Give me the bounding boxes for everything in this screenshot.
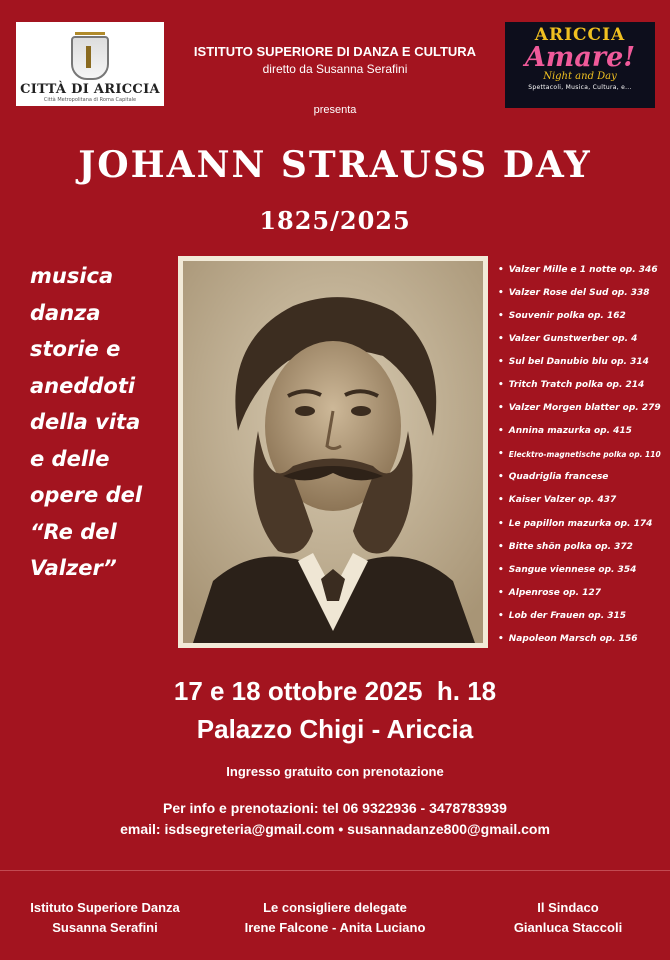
bullet-icon: •: [498, 356, 504, 367]
bullet-icon: •: [498, 564, 504, 575]
director-line: diretto da Susanna Serafini: [262, 62, 408, 76]
citta-di-ariccia-logo: [16, 22, 164, 106]
list-item: • Le papillon mazurka op. 174: [498, 518, 653, 529]
bullet-icon: •: [498, 634, 504, 645]
list-item: • Annina mazurka op. 415: [498, 426, 632, 437]
list-item: • Napoleon Marsch op. 156: [498, 634, 638, 645]
bullet-icon: •: [498, 426, 504, 437]
list-item: • Lob der Frauen op. 315: [498, 610, 627, 621]
bullet-icon: •: [498, 610, 504, 621]
event-venue: Palazzo Chigi - Ariccia: [196, 714, 474, 744]
list-item: • Sangue viennese op. 354: [498, 564, 637, 575]
tagline-line: opere del: [30, 483, 143, 507]
tagline-line: storie e: [30, 337, 121, 361]
bullet-icon: •: [498, 449, 504, 460]
bullet-icon: •: [498, 541, 504, 552]
city-subtitle: Città Metropolitana di Roma Capitale: [43, 97, 137, 103]
footer-councillors: Le consigliere delegate Irene Falcone - Anita Luciano: [244, 900, 426, 935]
tagline-line: e delle: [30, 446, 110, 471]
bullet-icon: •: [498, 587, 504, 598]
contact-phone: Per info e prenotazioni: tel 06 9322936 - 3478783939: [163, 800, 507, 816]
bullet-icon: •: [498, 333, 504, 344]
tagline: [30, 258, 170, 587]
list-item: • Elecktro-magnetische polka op. 110: [498, 449, 661, 460]
footer-institute: Istituto Superiore Danza Susanna Serafini: [30, 900, 180, 935]
bullet-icon: •: [498, 264, 504, 275]
list-item: • Valzer Morgen blatter op. 279: [498, 403, 661, 414]
bullet-icon: •: [498, 380, 504, 391]
tagline-line: musica: [30, 264, 114, 288]
entry-note: Ingresso gratuito con prenotazione: [226, 764, 444, 779]
logo-amare-text: Amare!: [524, 42, 636, 73]
logo-tagline-text: Spettacoli, Musica, Cultura, e...: [528, 84, 632, 91]
institute-name: ISTITUTO SUPERIORE DI DANZA E CULTURA: [193, 44, 477, 59]
tagline-line: “Re del: [30, 519, 117, 544]
logo-night-day-text: Night and Day: [543, 71, 617, 82]
portrait-frame: [178, 256, 488, 648]
tagline-line: danza: [30, 300, 101, 325]
list-item: • Souvenir polka op. 162: [498, 310, 626, 321]
tagline-line: della vita: [30, 410, 141, 434]
bullet-icon: •: [498, 518, 504, 529]
list-item: • Kaiser Valzer op. 437: [498, 495, 617, 506]
logo-ariccia-text: ARICCIA: [534, 25, 626, 45]
city-name: CITTÀ DI ARICCIA: [20, 82, 160, 97]
coat-of-arms-icon: [71, 36, 109, 80]
list-item: • Quadriglia francese: [498, 472, 609, 483]
event-dates: 17 e 18 ottobre 2025 h. 18: [173, 676, 497, 706]
list-item: • Tritch Tratch polka op. 214: [498, 380, 645, 391]
list-item: • Valzer Mille e 1 notte op. 346: [498, 264, 658, 275]
list-item: • Bitte shön polka op. 372: [498, 541, 633, 552]
crown-icon: [75, 26, 105, 35]
list-item: • Valzer Gunstwerber op. 4: [498, 333, 638, 344]
johann-strauss-portrait-icon: [183, 261, 483, 643]
bullet-icon: •: [498, 495, 504, 506]
event-years: 1825/2025: [259, 206, 411, 235]
bullet-icon: •: [498, 403, 504, 414]
event-title: JOHANN STRAUSS DAY: [78, 144, 592, 186]
footer-divider: [0, 870, 670, 871]
contact-email: email: isdsegreteria@gmail.com • susannadanze800@gmail.com: [120, 821, 550, 837]
list-item: • Valzer Rose del Sud op. 338: [498, 287, 650, 298]
bullet-icon: •: [498, 310, 504, 321]
bullet-icon: •: [498, 472, 504, 483]
bullet-icon: •: [498, 287, 504, 298]
presenta-label: presenta: [313, 104, 357, 116]
footer-mayor: Il Sindaco Gianluca Staccoli: [513, 900, 623, 935]
list-item: • Alpenrose op. 127: [498, 587, 601, 598]
ariccia-da-amare-logo: [505, 22, 655, 108]
tagline-line: Valzer”: [30, 556, 117, 580]
tagline-line: aneddoti: [30, 373, 136, 398]
list-item: • Sul bel Danubio blu op. 314: [498, 356, 649, 367]
works-list: [498, 258, 668, 651]
